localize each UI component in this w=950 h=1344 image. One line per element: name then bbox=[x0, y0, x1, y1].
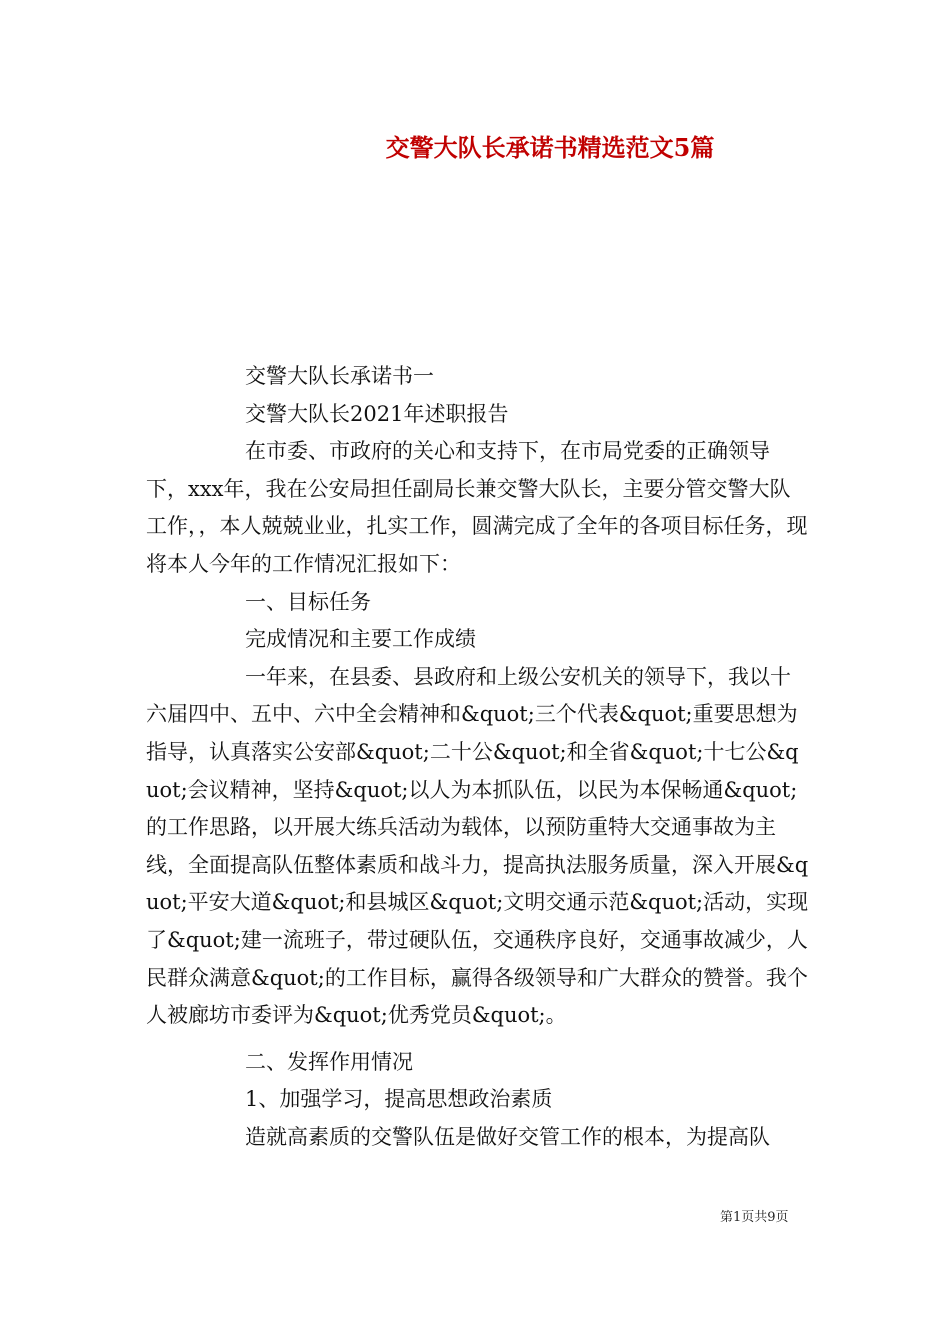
section-heading-1: 一、目标任务 bbox=[245, 589, 371, 614]
paragraph-heading-1: 交警大队长承诺书一 bbox=[245, 364, 434, 388]
document-body bbox=[146, 358, 810, 1156]
paragraph-intro: 在市委、市政府的关心和支持下，在市局党委的正确领导下，xxx年，我在公安局担任副局长兼交警大队长，主要分管交警大队工作，，本人兢兢业业，扎实工作，圆满完成了全年的各项目标任务，现将本人今年的工作情况汇报如下： bbox=[146, 439, 808, 576]
page-footer: 第1页共9页 bbox=[720, 1210, 789, 1225]
section-subheading-1: 完成情况和主要工作成绩 bbox=[245, 627, 476, 652]
paragraph-heading-2: 交警大队长2021年述职报告 bbox=[245, 401, 509, 426]
section-subheading-2: 1、加强学习，提高思想政治素质 bbox=[245, 1087, 553, 1112]
paragraph-study: 造就高素质的交警队伍是做好交管工作的根本，为提高队 bbox=[245, 1124, 770, 1149]
section-heading-2: 二、发挥作用情况 bbox=[245, 1049, 413, 1074]
page-title: 交警大队长承诺书精选范文5篇 bbox=[385, 133, 715, 162]
paragraph-achievements: 一年来，在县委、县政府和上级公安机关的领导下，我以十六届四中、五中、六中全会精神和&quot;三个代表&quot;重要思想为指导，认真落实公安部&quot;二十公&quot;和全省&quot;十七公&quot;会议精神，坚持&quot;以人为本抓队伍，以民为本保畅通&quot;的工作思路，以开展大练兵活动为载体，以预防重特大交通事故为主线，全面提高队伍整体素质和战斗力，提高执法服务质量，深入开展&quot;平安大道&quot;和县城区&quot;文明交通示范&quot;活动，实现了&quot;建一流班子，带过硬队伍，交通秩序良好，交通事故减少，人民群众满意&quot;的工作目标，赢得各级领导和广大群众的赞誉。我个人被廊坊市委评为&quot;优秀党员&quot;。 bbox=[146, 664, 809, 1028]
